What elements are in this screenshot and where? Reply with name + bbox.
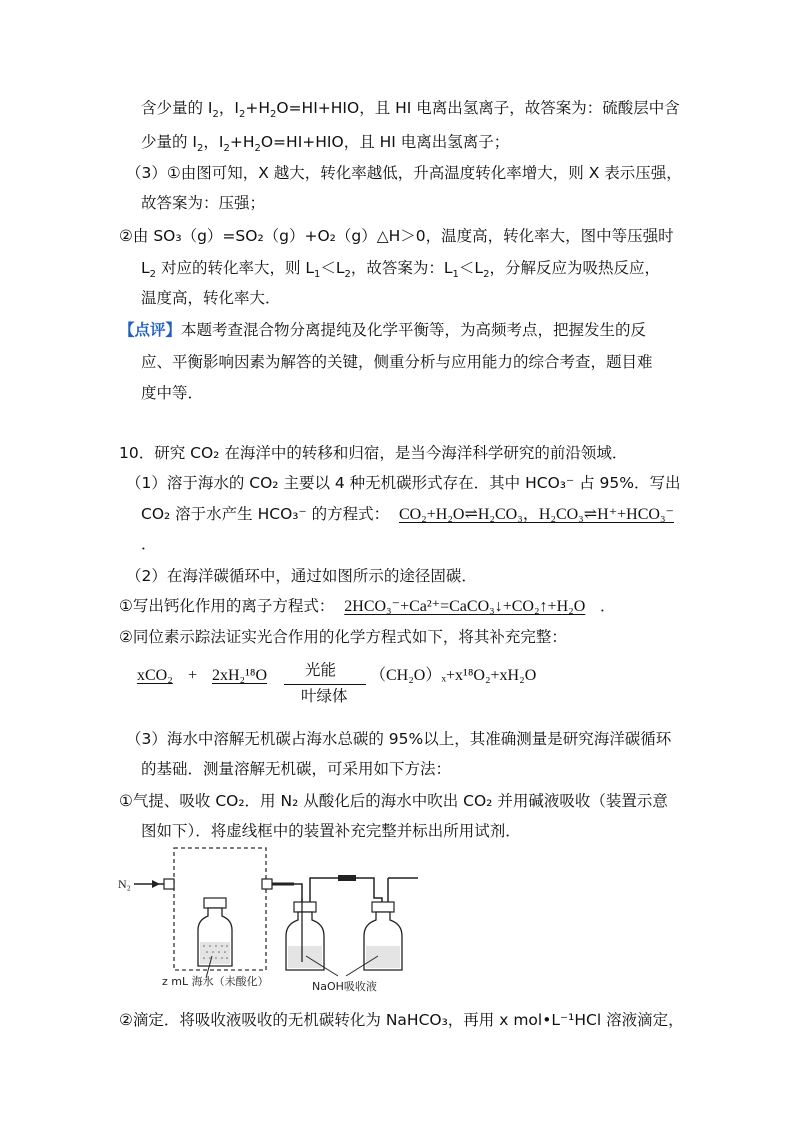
seawater-label: z mL 海水（未酸化）	[162, 975, 269, 988]
text-line: （3）海水中溶解无机碳占海水总碳的 95%以上，其准确测量是研究海洋碳循环	[126, 730, 672, 748]
text-line: （3）①由图可知，X 越大，转化率越低，升高温度转化率增大，则 X 表示压强，	[126, 164, 682, 182]
answer-blank: CO₂+H₂O⇌H₂CO₃，H₂CO₃⇌H⁺+HCO₃⁻	[398, 506, 674, 523]
text-line: ②滴定．将吸收液吸收的无机碳转化为 NaHCO₃，再用 x mol•L⁻¹HCl 溶液滴定，	[119, 1011, 684, 1029]
question-title: 10．研究 CO₂ 在海洋中的转移和归宿，是当今海洋科学研究的前沿领域．	[119, 444, 628, 462]
equation-products: （CH₂O）ₓ+x¹⁸O₂+xH₂O	[370, 667, 537, 684]
text-line: ①写出钙化作用的离子方程式： 2HCO₃⁻+Ca²⁺=CaCO₃↓+CO₂↑+H₂O ．	[119, 597, 616, 615]
equation-condition-bottom: 叶绿体	[301, 687, 348, 705]
bottle-2-stopper	[372, 902, 394, 912]
comment-tag: 【点评】	[119, 321, 182, 339]
text-line: 少量的 $I_2$，$I_2+H_2O=HI+HIO$，且 HI 电离出氢离子；	[141, 133, 510, 155]
comment-line: 度中等．	[141, 384, 204, 402]
text-line: （2）在海洋碳循环中，通过如图所示的途径固碳．	[126, 567, 477, 585]
inlet-arrow-icon	[152, 880, 160, 888]
absorber-liquid-1	[288, 946, 322, 968]
comment-line: 【点评】本题考查混合物分离提纯及化学平衡等，为高频考点，把握发生的反	[119, 321, 647, 339]
bottle-1-stopper	[294, 902, 316, 912]
bottle-cap	[204, 898, 226, 908]
text-line: $L_2$ 对应的转化率大，则 $L_1<L_2$，故答案为：$L_1<L_2$，分解反应为吸热反应，	[141, 259, 660, 281]
equation-reactant-b: 2xH₂¹⁸O	[212, 667, 268, 684]
inlet-connector	[164, 879, 174, 889]
text-line: ②同位素示踪法证实光合作用的化学方程式如下，将其补充完整：	[119, 628, 567, 646]
text-line: 故答案为：压强；	[141, 194, 266, 212]
text-line: （1）溶于海水的 CO₂ 主要以 4 种无机碳形式存在．其中 HCO₃⁻ 占 95%．写出	[126, 474, 681, 492]
text-line: 含少量的 $I_2$，$I_2+H_2O=HI+HIO$，且 HI 电离出氢离子，故答案为：硫酸层中含	[141, 99, 680, 121]
answer-blank: 2HCO₃⁻+Ca²⁺=CaCO₃↓+CO₂↑+H₂O	[344, 598, 586, 615]
text-line: ．	[141, 535, 157, 553]
text-line: CO₂ 溶于水产生 HCO₃⁻ 的方程式： CO₂+H₂O⇌H₂CO₃，H₂CO₃⇌H⁺+HCO₃⁻	[141, 505, 674, 523]
seawater-liquid	[200, 942, 230, 964]
apparatus-diagram	[116, 838, 456, 996]
text-line: ②由 SO₃（g）=SO₂（g）+O₂（g）△H＞0，温度高，转化率大，图中等压强时	[119, 227, 674, 245]
absorber-liquid-2	[366, 946, 400, 968]
n2-label: N₂	[118, 877, 131, 891]
text-line: 的基础．测量溶解无机碳，可采用如下方法：	[141, 760, 452, 778]
text-line: ①气提、吸收 CO₂．用 N₂ 从酸化后的海水中吹出 CO₂ 并用碱液吸收（装置示意	[119, 792, 668, 810]
equation-condition-top: 光能	[305, 661, 337, 679]
text-line: 温度高，转化率大．	[141, 289, 281, 307]
equation-reactant-a: xCO₂	[137, 667, 173, 684]
naoh-label: NaOH吸收液	[312, 980, 377, 993]
equation-plus: +	[188, 667, 198, 684]
text-line: 图如下）．将虚线框中的装置补充完整并标出所用试剂．	[141, 822, 521, 840]
rubber-connector	[338, 875, 356, 881]
outlet-connector	[262, 879, 272, 889]
comment-line: 应、平衡影响因素为解答的关键，侧重分析与应用能力的综合考查，题目难	[141, 353, 653, 371]
